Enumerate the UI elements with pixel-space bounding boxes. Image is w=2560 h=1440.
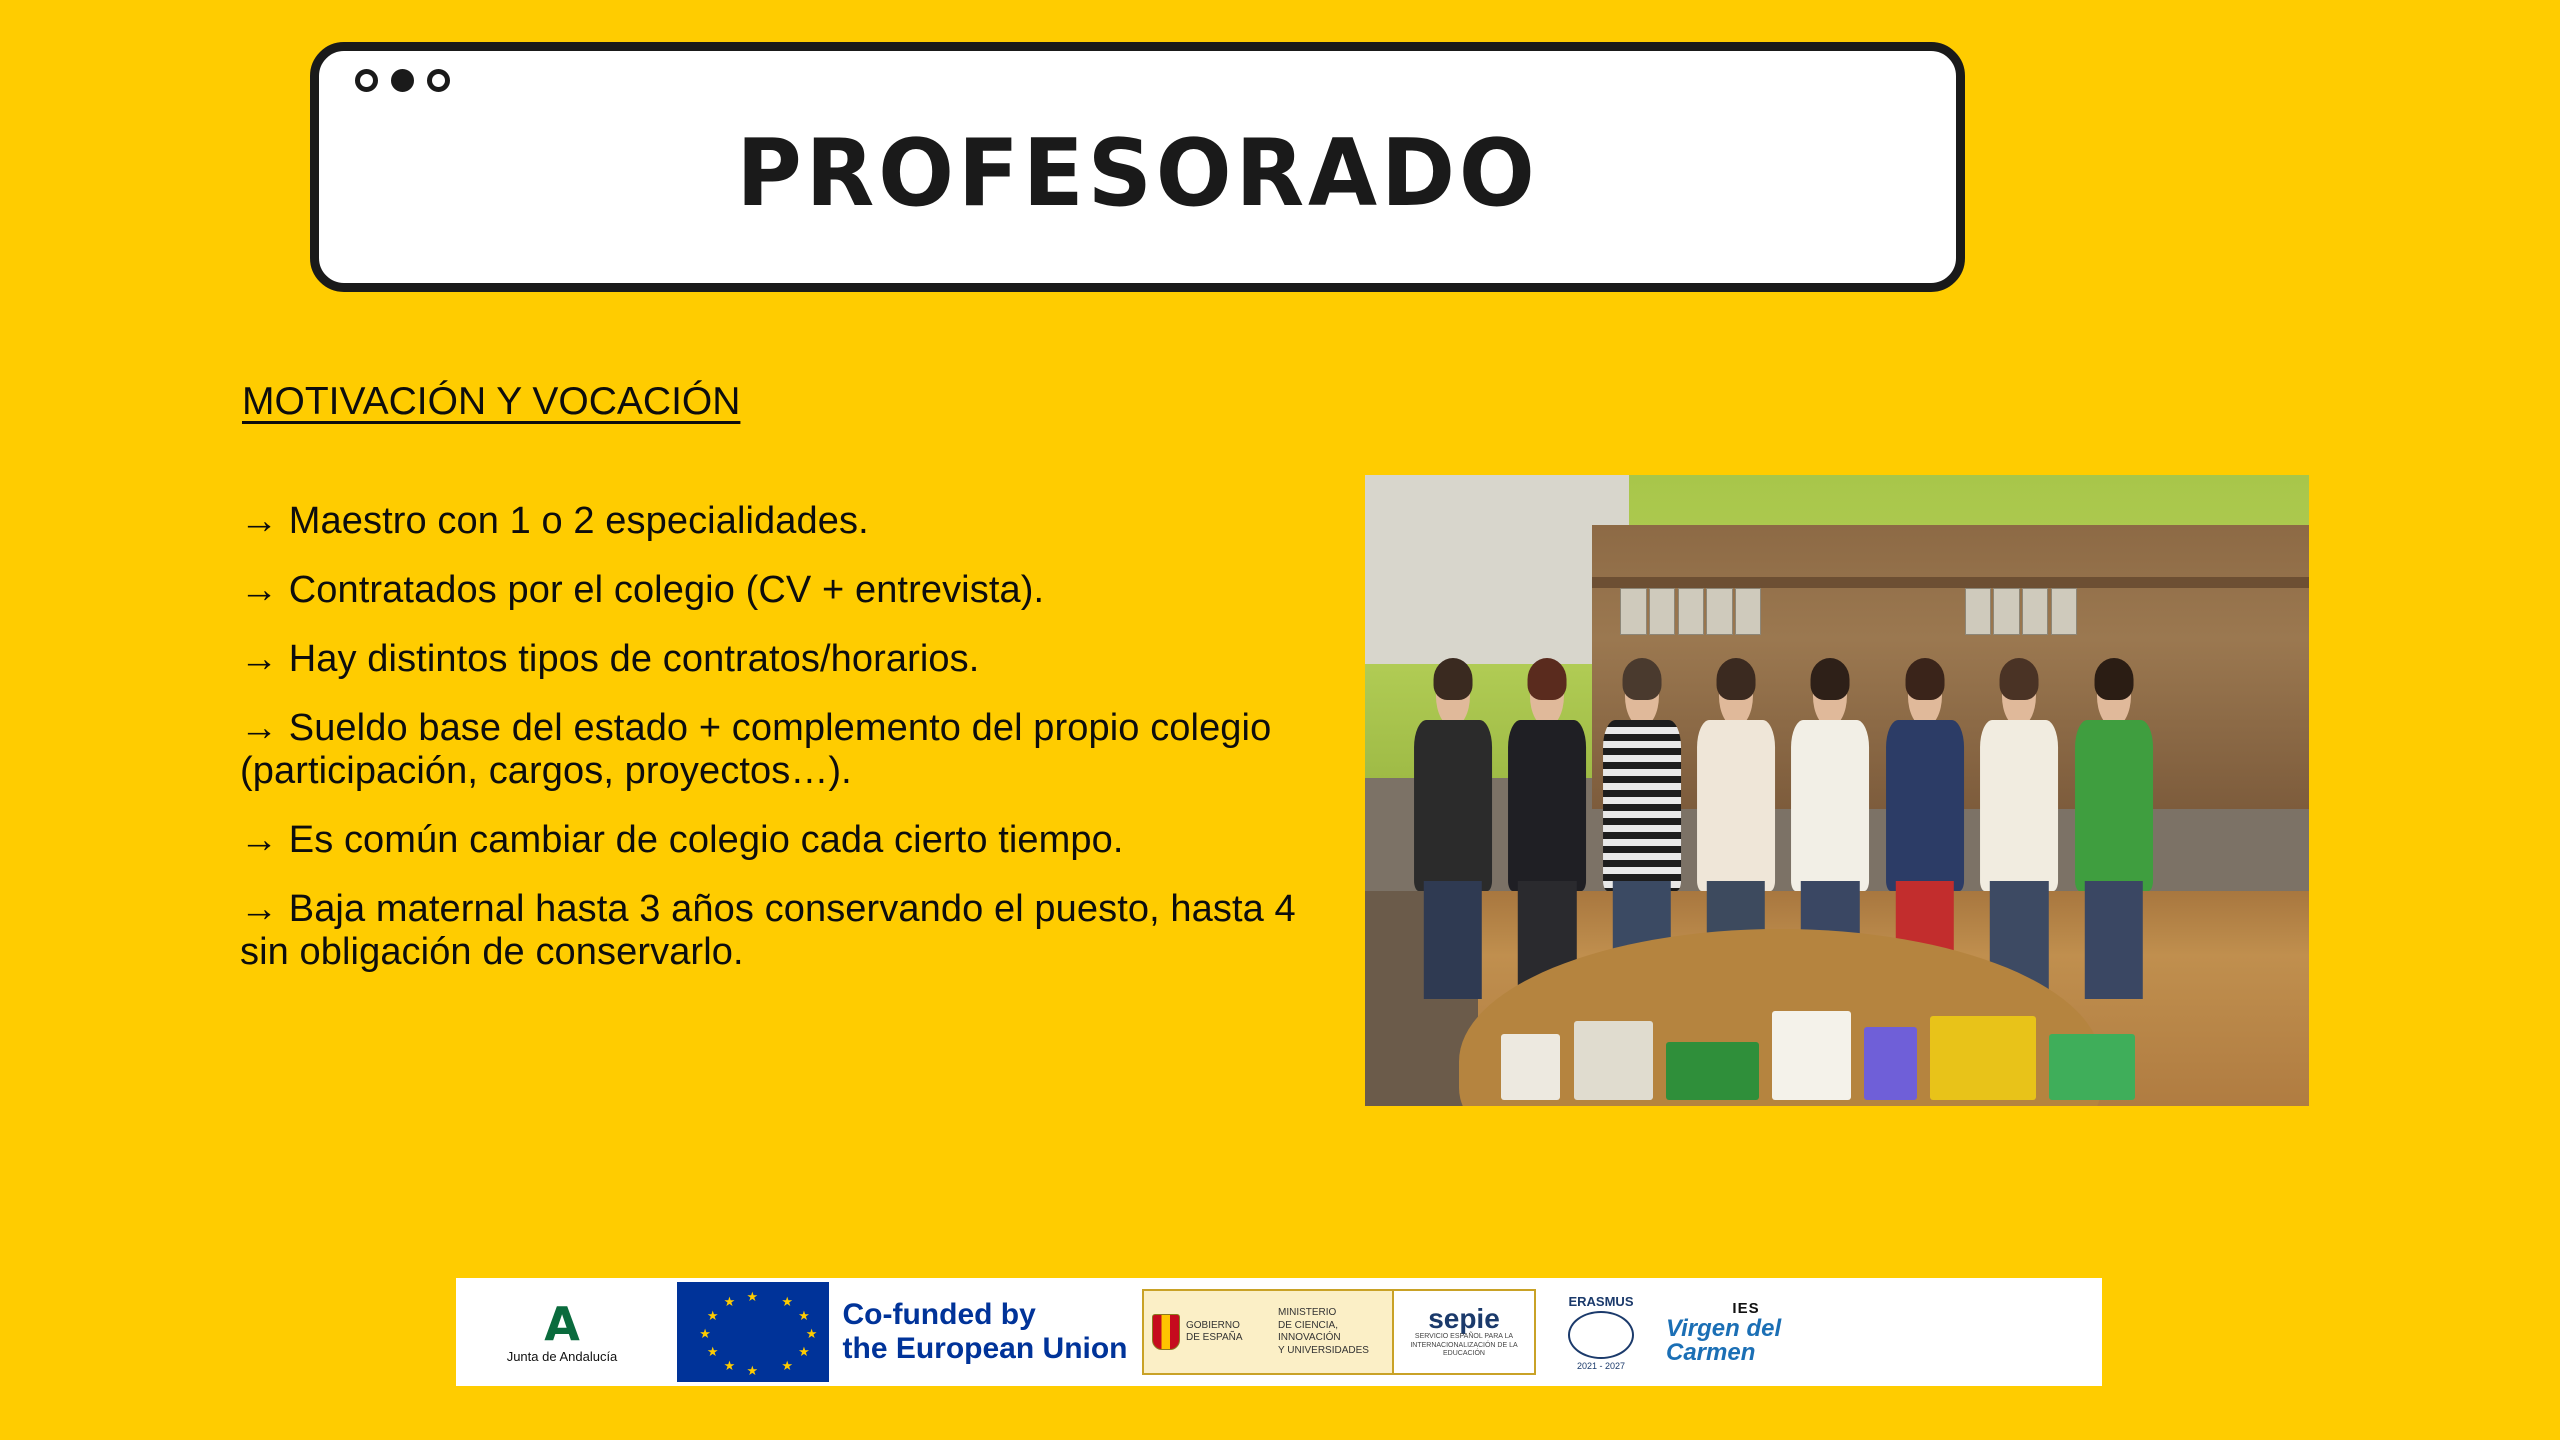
photo-person-legs: [1424, 881, 1482, 999]
photo-person-torso: [2075, 720, 2153, 891]
photo-binder: [1649, 588, 1675, 635]
sepie-subtext: SERVICIO ESPAÑOL PARA LA INTERNACIONALIZACIÓN DE LA EDUCACIÓN: [1410, 1333, 1518, 1358]
photo-binder: [1993, 588, 2019, 635]
ies-acronym: IES: [1732, 1299, 1760, 1317]
photo-binder: [1678, 588, 1704, 635]
logo-ies: [1666, 1278, 1826, 1386]
title-window-card: [310, 42, 1965, 292]
photo-table-item: [1864, 1027, 1917, 1100]
photo-person-hair: [1905, 658, 1944, 701]
logo-european-union: [662, 1278, 1142, 1386]
gobierno-line1: GOBIERNO: [1186, 1319, 1240, 1331]
ministerio-text: [1278, 1307, 1392, 1357]
photo-person-hair: [2094, 658, 2133, 701]
photo-person: [2073, 664, 2154, 992]
photo-binder: [1735, 588, 1761, 635]
gobierno-line2: DE ESPAÑA: [1186, 1332, 1243, 1343]
erasmus-emblem-icon: [1568, 1311, 1634, 1359]
gobierno-text: [1186, 1320, 1243, 1345]
photo-person-torso: [1508, 720, 1586, 891]
ministerio-line1: MINISTERIO: [1278, 1307, 1337, 1318]
photo-person-hair: [1622, 658, 1661, 701]
page-title: PROFESORADO: [736, 119, 1539, 227]
junta-mark-icon: A: [544, 1296, 580, 1351]
footer-logo-bar: [456, 1278, 2102, 1386]
list-item: → Sueldo base del estado + complemento del propio colegio (participación, cargos, proyectos…).: [240, 706, 1272, 792]
list-item: → Maestro con 1 o 2 especialidades.: [240, 500, 869, 542]
photo-person-hair: [1811, 658, 1850, 701]
spain-coat-of-arms-icon: [1152, 1314, 1180, 1350]
list-item: → Contratados por el colegio (CV + entrevista).: [240, 568, 1045, 611]
junta-label: Junta de Andalucía: [506, 1348, 618, 1364]
photo-person-torso: [1414, 720, 1492, 891]
logo-erasmus: [1536, 1278, 1666, 1386]
photo-person-hair: [1433, 658, 1472, 701]
photo-table-item: [1501, 1034, 1560, 1100]
ministerio-block: [1272, 1291, 1392, 1373]
eu-cofunded-line1: Co-funded by: [842, 1298, 1036, 1332]
photo-shelf-board: [1592, 577, 2309, 588]
photo-person-torso: [1603, 720, 1681, 891]
ministerio-line2: DE CIENCIA, INNOVACIÓN: [1278, 1319, 1341, 1343]
gobierno-block: [1144, 1291, 1272, 1373]
photo-table-item: [1574, 1021, 1653, 1099]
logo-junta-de-andalucia: [462, 1278, 662, 1386]
photo-person-torso: [1697, 720, 1775, 891]
photo-person: [1979, 664, 2060, 992]
window-dots: [355, 69, 450, 92]
photo-table-item: [1930, 1016, 2036, 1099]
list-item: → Baja maternal hasta 3 años conservando el puesto, hasta 4 sin obligación de conservarlo.: [240, 887, 1296, 973]
photo-person: [1507, 664, 1588, 992]
logo-sepie: [1392, 1291, 1534, 1373]
ies-wordmark: Virgen del Carmen: [1666, 1314, 1782, 1366]
photo-person-torso: [1791, 720, 1869, 891]
photo-person: [1412, 664, 1493, 992]
photo-binder: [1965, 588, 1991, 635]
eu-cofunded-line2: the European Union: [842, 1332, 1128, 1365]
photo-binder: [1620, 588, 1646, 635]
ministerio-line3: Y UNIVERSIDADES: [1278, 1344, 1369, 1356]
bullet-list: [240, 500, 1340, 1000]
eu-flag-icon: ★ ★ ★ ★ ★ ★ ★ ★ ★ ★ ★ ★: [677, 1282, 829, 1382]
logo-gobierno-de-espana: [1142, 1289, 1536, 1375]
photo-table-item: [1666, 1042, 1759, 1100]
erasmus-years: 2021 - 2027: [1576, 1360, 1626, 1371]
section-subtitle: MOTIVACIÓN Y VOCACIÓN: [242, 380, 741, 423]
photo-table-item: [1772, 1011, 1851, 1099]
photo-binder: [1706, 588, 1732, 635]
logo-gobierno-sepie-wrap: [1142, 1278, 1536, 1386]
list-item: → Es común cambiar de colegio cada cierto tiempo.: [240, 818, 1124, 861]
list-item: → Hay distintos tipos de contratos/horarios.: [240, 637, 980, 680]
photo-table-items: [1488, 974, 2149, 1100]
window-dot-3-icon: [427, 69, 450, 92]
photo-person-hair: [1528, 658, 1567, 701]
photo-table-item: [2049, 1034, 2135, 1100]
photo-binder: [2022, 588, 2048, 635]
photo-person-hair: [2000, 658, 2039, 701]
photo-binder: [2051, 588, 2077, 635]
window-dot-1-icon: [355, 69, 378, 92]
eu-cofunded-label: [843, 1298, 1128, 1365]
erasmus-title: ERASMUS: [1568, 1293, 1634, 1309]
photo-person-torso: [1886, 720, 1964, 891]
sepie-wordmark: sepie: [1428, 1303, 1500, 1335]
photo-wall-light: [1365, 475, 1629, 664]
window-dot-2-icon: [391, 69, 414, 92]
photo-person-hair: [1716, 658, 1755, 701]
group-photo: [1365, 475, 2309, 1106]
photo-person-torso: [1980, 720, 2058, 891]
